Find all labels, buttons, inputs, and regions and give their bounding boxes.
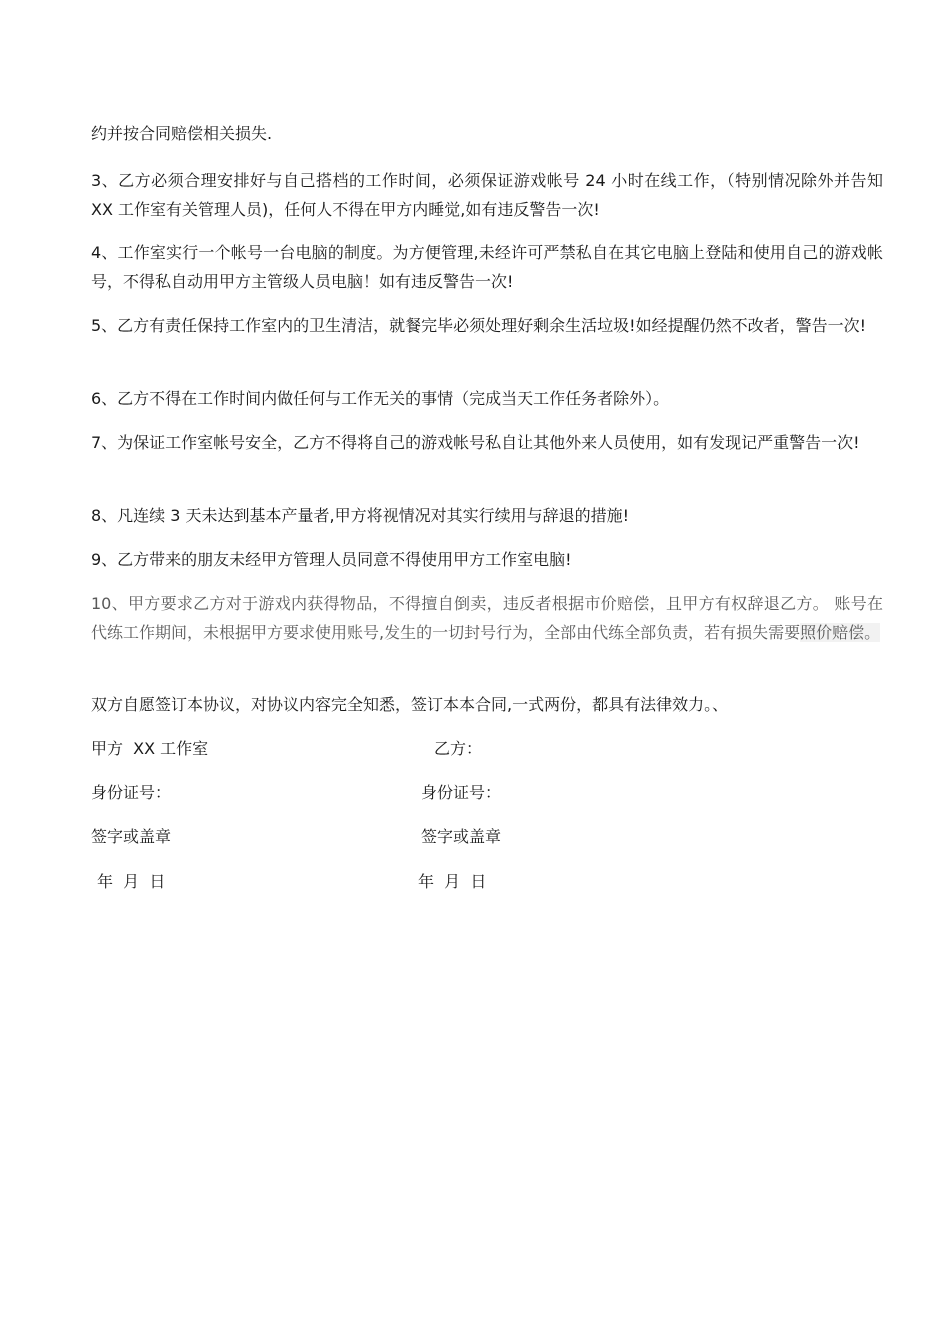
- clause-10-tail: 照价赔偿。: [800, 623, 881, 642]
- agreement-statement: 双方自愿签订本协议，对协议内容完全知悉，签订本本合同,一式两份，都具有法律效力。、: [91, 695, 729, 714]
- party-b-id-number: 身份证号：: [421, 783, 502, 802]
- clause-9: 9、乙方带来的朋友未经甲方管理人员同意不得使用甲方工作室电脑!: [91, 550, 572, 569]
- clause-4: 4、工作室实行一个帐号一台电脑的制度。为方便管理,未经许可严禁私自在其它电脑上登陆和使用自己的游戏帐号，不得私自动用甲方主管级人员电脑！如有违反警告一次!: [91, 243, 883, 291]
- clause-3: 3、乙方必须合理安排好与自己搭档的工作时间，必须保证游戏帐号 24 小时在线工作，（特别情况除外并告知 XX 工作室有关管理人员)，任何人不得在甲方内睡觉,如有违反警告一次!: [91, 171, 883, 219]
- clause-7: 7、为保证工作室帐号安全，乙方不得将自己的游戏帐号私自让其他外来人员使用，如有发现记严重警告一次!: [91, 433, 860, 452]
- paragraph-continuation: 约并按合同赔偿相关损失.: [91, 124, 273, 143]
- clause-8: 8、凡连续 3 天未达到基本产量者,甲方将视情况对其实行续用与辞退的措施!: [91, 506, 630, 525]
- party-a-signature: 签字或盖章: [91, 827, 172, 846]
- party-a-date: 年 月 日: [97, 872, 166, 891]
- clause-6: 6、乙方不得在工作时间内做任何与工作无关的事情（完成当天工作任务者除外）。: [91, 389, 670, 408]
- party-a-label: 甲方 XX 工作室: [91, 739, 209, 758]
- party-b-label: 乙方：: [434, 739, 483, 758]
- clause-10: [91, 589, 883, 647]
- party-a-id-number: 身份证号：: [91, 783, 172, 802]
- party-b-signature: 签字或盖章: [421, 827, 502, 846]
- party-b-date: 年 月 日: [418, 872, 487, 891]
- clause-5: 5、乙方有责任保持工作室内的卫生清洁，就餐完毕必须处理好剩余生活垃圾!如经提醒仍然不改者，警告一次!: [91, 316, 867, 335]
- clause-10-main: 10、甲方要求乙方对于游戏内获得物品，不得擅自倒卖，违反者根据市价赔偿，且甲方有权辞退乙方。 账号在代练工作期间，未根据甲方要求使用账号,发生的一切封号行为，全部由代练全部负责，若有损失需要: [91, 594, 883, 642]
